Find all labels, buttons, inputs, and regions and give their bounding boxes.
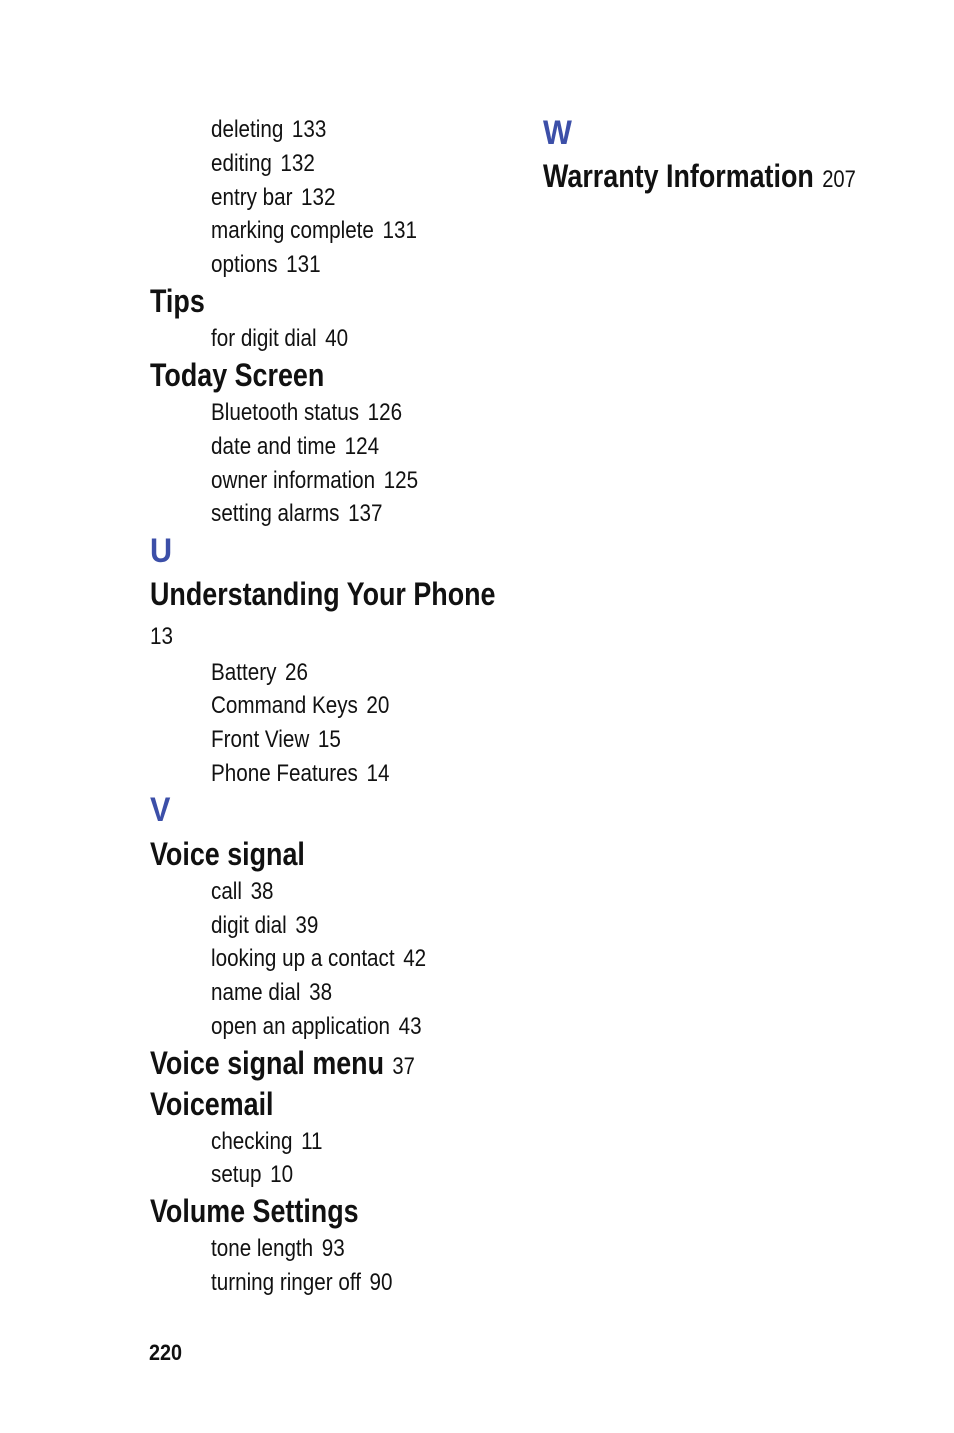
index-page-ref: 93 — [321, 1235, 345, 1262]
index-term: entry bar — [211, 184, 293, 211]
index-term: tone length — [211, 1235, 314, 1262]
index-page-ref: 20 — [366, 692, 390, 719]
index-subentry — [211, 183, 335, 213]
index-subentry — [211, 250, 321, 280]
index-subentry — [211, 978, 332, 1008]
index-term: setup — [211, 1161, 262, 1188]
index-term: open an application — [211, 1013, 391, 1040]
index-page-ref: 38 — [309, 979, 333, 1006]
index-page-ref: 11 — [301, 1128, 323, 1155]
index-term: marking complete — [211, 217, 374, 244]
index-subentry — [211, 1127, 323, 1157]
index-term: Front View — [211, 726, 310, 753]
index-subentry — [211, 499, 383, 529]
index-page-ref: 126 — [367, 399, 403, 426]
index-heading-text: Voice signal menu — [150, 1045, 385, 1081]
index-page-ref: 207 — [822, 166, 856, 193]
index-subentry — [211, 398, 402, 428]
index-page-ref: 13 — [150, 623, 173, 650]
index-page-ref: 14 — [366, 760, 390, 787]
index-heading-today-screen: Today Screen — [150, 357, 325, 393]
index-term: checking — [211, 1128, 293, 1155]
index-term: for digit dial — [211, 325, 317, 352]
index-term: Bluetooth status — [211, 399, 360, 426]
index-page-ref: 137 — [348, 500, 383, 527]
index-term: date and time — [211, 433, 337, 460]
index-page-ref: 40 — [325, 325, 349, 352]
index-subentry — [211, 216, 417, 246]
index-heading-understanding: Understanding Your Phone — [150, 576, 496, 612]
index-heading-warranty — [543, 158, 856, 198]
index-subentry — [211, 691, 389, 721]
index-heading-text: Warranty Information — [543, 158, 814, 194]
index-subentry — [211, 324, 348, 354]
index-heading-tips: Tips — [150, 283, 205, 319]
index-term: looking up a contact — [211, 945, 395, 972]
index-page-ref: 131 — [382, 217, 417, 244]
index-subentry — [211, 432, 379, 462]
index-page-ref: 39 — [295, 912, 319, 939]
index-page-ref: 15 — [317, 726, 341, 753]
index-term: Battery — [211, 659, 277, 686]
index-heading-volume-settings: Volume Settings — [150, 1193, 359, 1229]
index-subentry — [211, 725, 341, 755]
index-page-ref: 10 — [270, 1161, 294, 1188]
index-term: deleting — [211, 116, 284, 143]
index-term: Command Keys — [211, 692, 358, 719]
index-term: call — [211, 878, 242, 905]
index-subentry — [211, 466, 418, 496]
index-page-ref: 131 — [286, 251, 321, 278]
index-term: options — [211, 251, 278, 278]
index-page-ref: 26 — [284, 659, 308, 686]
page-number: 220 — [149, 1340, 183, 1365]
index-subentry — [211, 1268, 392, 1298]
section-letter-u: U — [150, 532, 173, 570]
section-letter-v: V — [150, 791, 171, 829]
index-page-ref: 43 — [398, 1013, 422, 1040]
index-subentry — [211, 149, 315, 179]
index-page-ref: 90 — [369, 1269, 393, 1296]
index-term: turning ringer off — [211, 1269, 361, 1296]
index-subentry — [211, 944, 426, 974]
section-letter-w: W — [543, 114, 572, 152]
index-page-ref: 133 — [291, 116, 327, 143]
index-page-ref: 125 — [383, 467, 419, 494]
index-page-ref: 132 — [301, 184, 336, 211]
index-subentry — [211, 1234, 345, 1264]
index-heading-voice-signal: Voice signal — [150, 836, 305, 872]
index-term: name dial — [211, 979, 301, 1006]
index-heading-voicemail: Voicemail — [150, 1086, 274, 1122]
index-term: digit dial — [211, 912, 287, 939]
index-subentry — [211, 115, 326, 145]
index-subentry — [211, 658, 308, 688]
index-page-ref: 132 — [280, 150, 315, 177]
index-page-ref: 42 — [403, 945, 427, 972]
index-term: Phone Features — [211, 760, 358, 787]
index-subentry — [211, 759, 389, 789]
index-subentry — [211, 1160, 293, 1190]
index-page-ref: 37 — [392, 1053, 415, 1080]
index-term: owner information — [211, 467, 376, 494]
index-heading-voice-signal-menu — [150, 1045, 415, 1085]
index-subentry — [211, 1012, 422, 1042]
index-subentry — [211, 911, 318, 941]
index-term: editing — [211, 150, 272, 177]
index-page-ref: 38 — [250, 878, 274, 905]
index-page-ref: 124 — [344, 433, 380, 460]
index-subentry — [211, 877, 274, 907]
index-term: setting alarms — [211, 500, 340, 527]
